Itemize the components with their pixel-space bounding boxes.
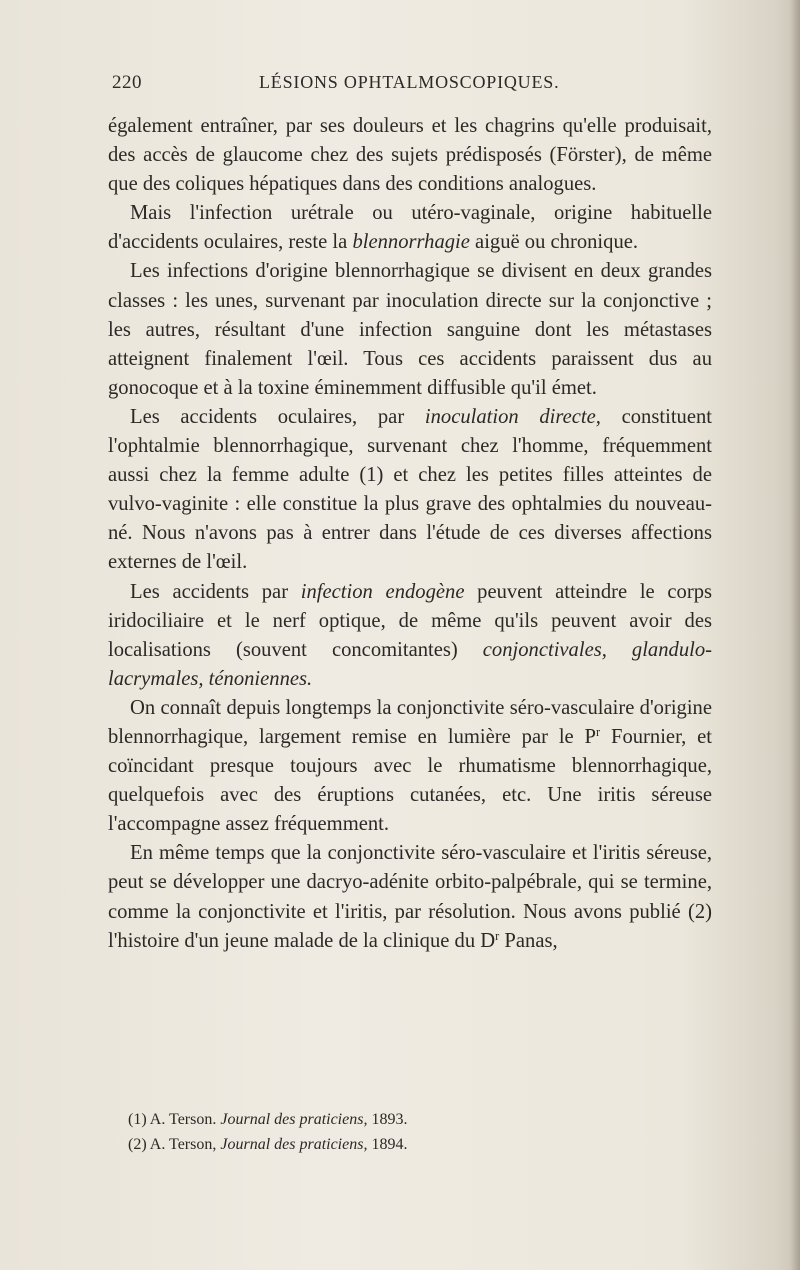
paragraph-7: En même temps que la conjonctivite séro-vasculaire et l'iritis séreuse, peut se développer une dacryo-adénite orbito-palpébrale, qui se termine, comme la conjonctivite et l'iritis, par résolution. Nous avons publié (2) l'histoire d'un jeune malade de la clinique du $D^r$ Panas, [108, 842, 712, 952]
emphasis-localisations: conjonctivales, glandulo-lacrymales, ténoniennes. [108, 638, 712, 690]
page-header [112, 72, 712, 102]
emphasis-infection-endogene: infection endogène [300, 580, 465, 603]
paragraph-2: Mais l'infection urétrale ou utéro-vaginale, origine habituelle d'accidents oculaires, reste la blennorrhagie aiguë ou chronique. [108, 202, 712, 254]
paragraph-5: Les accidents par infection endogène peuvent atteindre le corps iridociliaire et le nerf optique, de même qu'ils peuvent avoir des localisations (souvent concomitantes) conjonctivales, glandulo-lacrymales, ténoniennes. [108, 580, 713, 690]
body-text [108, 112, 712, 956]
footnote-2: (2) A. Terson, Journal des praticiens, 1894. [128, 1136, 408, 1153]
superscript-professeur: r [596, 725, 601, 740]
emphasis-inoculation-directe: inoculation directe, [424, 405, 601, 428]
running-title: LÉSIONS OPHTALMOSCOPIQUES. [259, 72, 560, 92]
footnote-1: (1) A. Terson. Journal des praticiens, 1893. [128, 1111, 408, 1128]
paragraph-3: Les infections d'origine blennorrhagique se divisent en deux grandes classes : les unes, survenant par inoculation directe sur la conjonctive ; les autres, résultant d'une infection sanguine dont les métastases atteignent finalement l'œil. Tous ces accidents paraissent dus au gonocoque et à la toxine éminemment diffusible qu'il émet. [108, 260, 712, 399]
emphasis-blennorrhagie: blennorrhagie [352, 231, 470, 254]
paragraph-1: également entraîner, par ses douleurs et les chagrins qu'elle produisait, des accès de glaucome chez des sujets prédisposés (Förster), de même que des coliques hépatiques dans des conditions analogues. [108, 115, 712, 196]
footnotes [128, 1107, 708, 1157]
page-edge-shadow [790, 0, 800, 1270]
paragraph-4: Les accidents oculaires, par inoculation directe, constituent l'ophtalmie blennorrhagique, survenant chez l'homme, fréquemment aussi chez la femme adulte (1) et chez les petites filles atteintes de vulvo-vaginite : elle constitue la plus grave des ophtalmies du nouveau-né. Nous n'avons pas à entrer dans l'étude de ces diverses affections externes de l'œil. [108, 405, 712, 574]
superscript-docteur: r [495, 928, 500, 943]
page-number: 220 [112, 72, 142, 93]
paragraph-6: On connaît depuis longtemps la conjonctivite séro-vasculaire d'origine blennorrhagique, largement remise en lumière par le $P^r$ Fournier, et coïncidant presque toujours avec le rhumatisme blennorrhagique, quelquefois avec des éruptions cutanées, etc. Une iritis séreuse l'accompagne assez fréquemment. [108, 696, 712, 836]
